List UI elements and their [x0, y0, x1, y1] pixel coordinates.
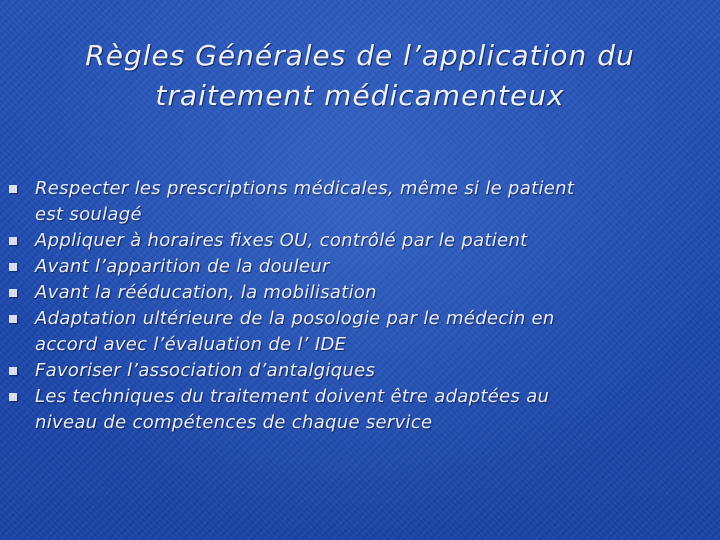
- bullet-item: [0, 228, 720, 254]
- bullet-text-line: niveau de compétences de chaque service: [35, 412, 433, 433]
- square-bullet-icon: [9, 263, 17, 271]
- slide-title-line-2: traitement médicamenteux: [155, 79, 565, 112]
- slide-title: [20, 36, 700, 116]
- bullet-text-line: Appliquer à horaires fixes OU, contrôlé par le patient: [35, 230, 528, 251]
- bullet-list: [0, 176, 720, 436]
- bullet-text-line: Respecter les prescriptions médicales, même si le patient: [35, 178, 575, 199]
- square-bullet-icon: [9, 289, 17, 297]
- square-bullet-icon: [9, 237, 17, 245]
- bullet-item: [0, 280, 720, 306]
- bullet-item: [0, 306, 720, 358]
- square-bullet-icon: [9, 315, 17, 323]
- bullet-text-line: Adaptation ultérieure de la posologie par le médecin en: [35, 308, 555, 329]
- bullet-text-line: Favoriser l’association d’antalgiques: [35, 360, 376, 381]
- bullet-text-line: est soulagé: [35, 204, 142, 225]
- slide-title-line-1: Règles Générales de l’application du: [85, 39, 635, 72]
- square-bullet-icon: [9, 367, 17, 375]
- bullet-item: [0, 384, 720, 436]
- square-bullet-icon: [9, 185, 17, 193]
- bullet-text-line: accord avec l’évaluation de l’ IDE: [35, 334, 347, 355]
- bullet-text-line: Avant l’apparition de la douleur: [35, 256, 330, 277]
- square-bullet-icon: [9, 393, 17, 401]
- bullet-text-line: Les techniques du traitement doivent être adaptées au: [35, 386, 550, 407]
- bullet-text-line: Avant la rééducation, la mobilisation: [35, 282, 377, 303]
- bullet-item: [0, 176, 720, 228]
- bullet-item: [0, 358, 720, 384]
- bullet-item: [0, 254, 720, 280]
